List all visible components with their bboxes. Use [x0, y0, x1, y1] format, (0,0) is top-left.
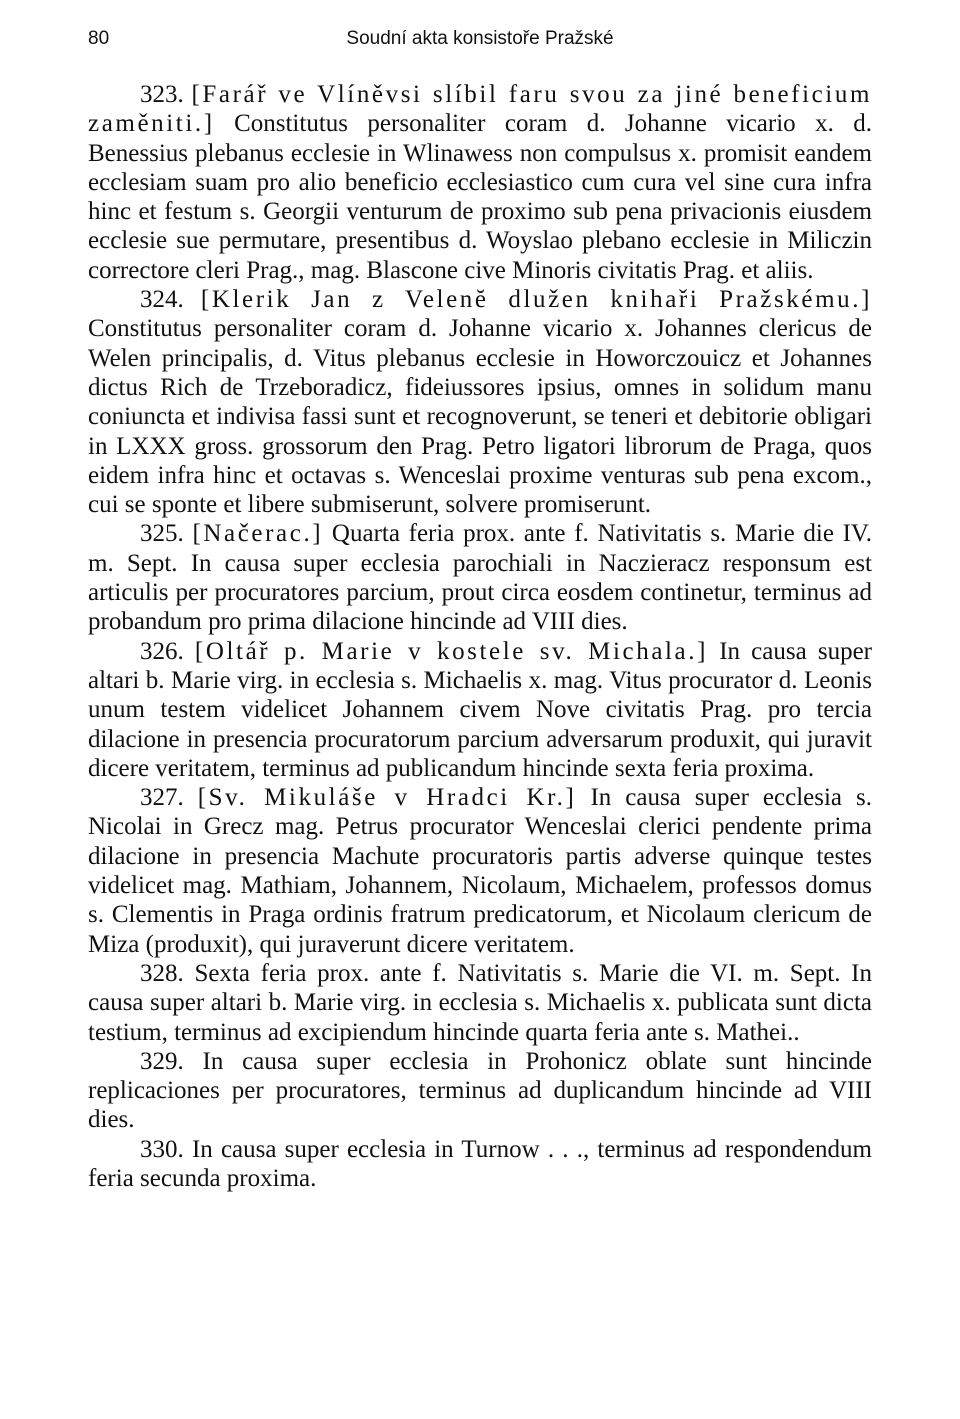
- entry-text: Quarta feria prox. ante f. Nativitatis s. Marie die IV. m. Sept. In causa super ecclesia parochiali in Naczieracz responsum est articulis per procuratores parcium, prout circa eosdem continetur, terminus ad probandum pro prima dilacione hincinde ad VIII dies.: [88, 520, 873, 636]
- entry-title: [Sv. Mikuláše v Hradci Kr.]: [197, 784, 577, 812]
- entry-text: Constitutus personaliter coram d. Johanne vicario x. Johannes clericus de Welen principalis, d. Vitus plebanus ecclesie in Howorczouicz et Johannes dictus Rich de Trzeboradicz, fideiussores ipsius, omnes in solidum manu coniuncta et indivisa fassi sunt et recognoverunt, se teneri et debitorie obligari in LXXX gross. grossorum den Prag. Petro ligatori librorum de Praga, quos eidem infra hinc et octavas s. Wenceslai proxime venturas sub pena excom., cui se sponte et libere submiserunt, solvere promiserunt.: [88, 315, 872, 519]
- running-title: Soudní akta konsistoře Pražské: [346, 28, 614, 49]
- entry-number: 328.: [140, 959, 184, 987]
- entry-text: Sexta feria prox. ante f. Nativitatis s. Marie die VI. m. Sept. In causa super altari b. Marie virg. in ecclesia s. Michaelis x. publicata sunt dicta testium, terminus ad excipiendum hincinde quarta feria ante s. Mathei..: [88, 959, 872, 1046]
- entry-327: [88, 783, 872, 959]
- entry-text: In causa super ecclesia s. Nicolai in Grecz mag. Petrus procurator Wenceslai clerici pendente prima dilacione in presencia Machute procuratoris partis adverse quinque testes videlicet mag. Mathiam, Johannem, Nicolaum, Michaelem, professos domus s. Clementis in Praga ordinis fratrum predicatorum, et Nicolaum clericum de Miza (produxit), qui juraverunt dicere veritatem.: [88, 784, 872, 958]
- running-head: [88, 28, 872, 58]
- entry-title: [Klerik Jan z Velenĕ dlužen knihaři Pražskému.]: [200, 286, 872, 314]
- entry-title: [Farář ve Vlíněvsi slíbil faru svou za jiné beneficium zaměniti.]: [88, 81, 873, 138]
- entry-328: [88, 959, 872, 1047]
- entry-text: In causa super altari b. Marie virg. in ecclesia s. Michaelis x. mag. Vitus procurator d. Leonis unum testem videlicet Johannem civem Nove civitatis Prag. pro tercia dilacione in presencia procuratorum parcium adversarum produxit, qui juravit dicere veritatem, terminus ad publicandum hincinde sexta feria proxima.: [88, 637, 872, 782]
- entry-330: [88, 1135, 872, 1194]
- entries-body: [88, 80, 872, 1193]
- entry-number: 325.: [140, 520, 184, 548]
- entry-number: 327.: [140, 784, 184, 812]
- entry-324: [88, 285, 872, 519]
- entry-text: In causa super ecclesia in Prohonicz oblate sunt hincinde replicaciones per procuratores, terminus ad duplicandum hincinde ad VIII dies.: [88, 1047, 872, 1134]
- entry-number: 330.: [140, 1135, 184, 1163]
- entry-number: 326.: [140, 637, 184, 665]
- entry-title: [Oltář p. Marie v kostele sv. Michala.]: [194, 637, 709, 665]
- entry-number: 323.: [140, 81, 184, 108]
- entry-number: 324.: [140, 286, 184, 314]
- entry-number: 329.: [140, 1047, 184, 1075]
- entry-326: [88, 637, 872, 783]
- entry-329: [88, 1047, 872, 1135]
- entry-325: [88, 519, 872, 636]
- entry-text: Constitutus personaliter coram d. Johanne vicario x. d. Benessius plebanus ecclesie in Wlinawess non compulsus x. promisit eandem ecclesiam suam pro alio beneficio ecclesiastico cum cura vel sine cura infra hinc et festum s. Georgii venturum de proximo sub pena privacionis eiusdem ecclesie sue permutare, presentibus d. Woyslao plebano ecclesie in Miliczin correctore cleri Prag., mag. Blascone cive Minoris civitatis Prag. et aliis.: [88, 110, 872, 284]
- entry-text: In causa super ecclesia in Turnow . . ., terminus ad respondendum feria secunda proxima.: [88, 1135, 873, 1192]
- page-number: 80: [88, 28, 110, 49]
- entry-323: [88, 80, 872, 285]
- entry-title: [Načerac.]: [192, 520, 324, 548]
